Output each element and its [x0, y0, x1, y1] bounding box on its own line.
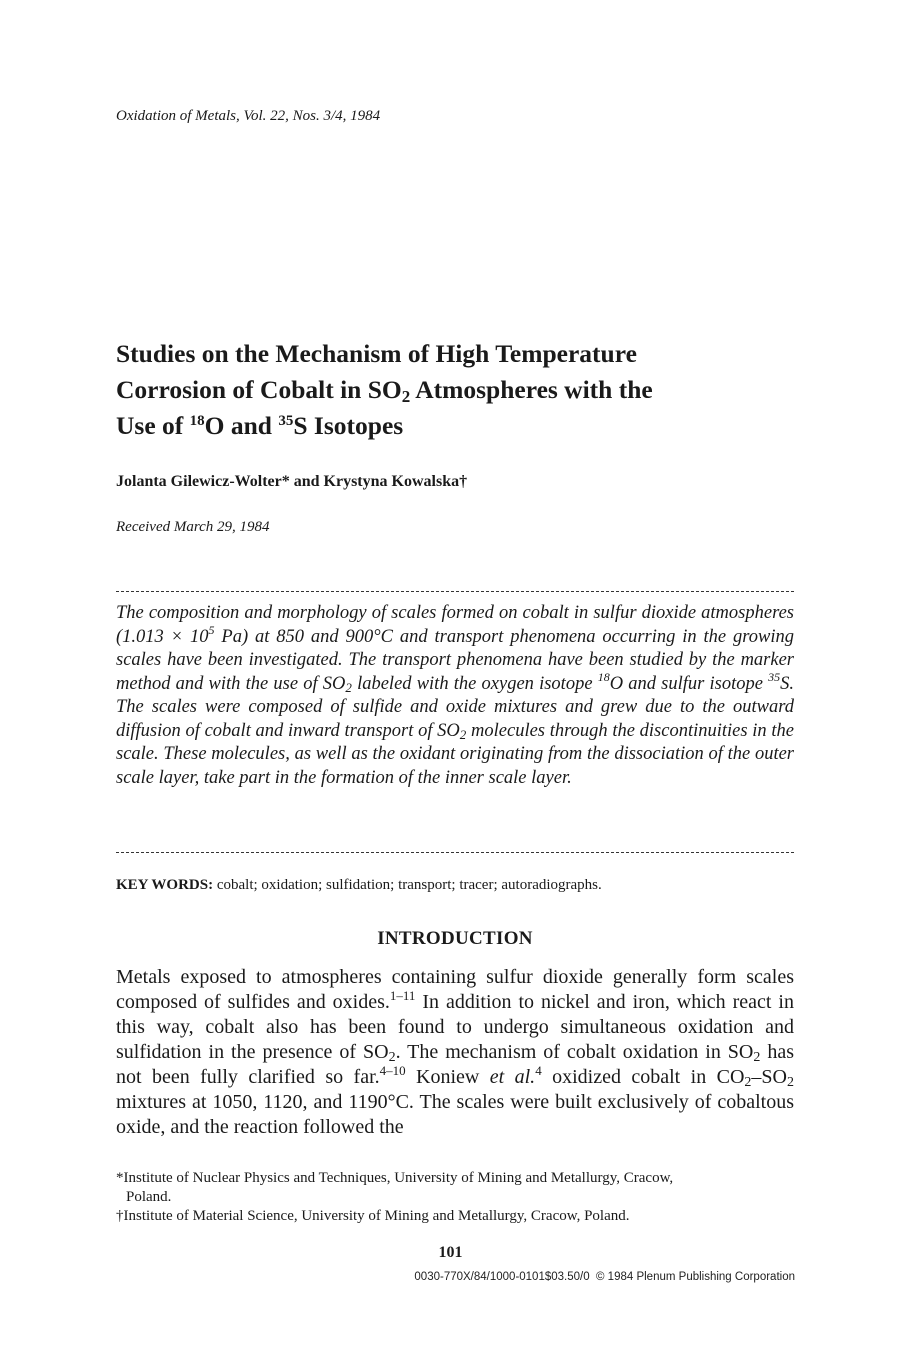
- isotope-mass: 35: [278, 413, 294, 429]
- abstract-text: labeled with the oxygen isotope: [351, 673, 598, 694]
- abstract-text: The composition and morphology of scales formed on cobalt in sulfur dioxide atmospheres (1.013 × 10: [116, 603, 794, 647]
- subscript: 2: [753, 1050, 761, 1065]
- abstract-bottom-rule: [116, 852, 794, 853]
- keywords-label: KEY WORDS:: [116, 877, 214, 893]
- et-al: et al.: [489, 1066, 536, 1088]
- body-text: mixtures at 1050, 1120, and 1190°C. The scales were built exclusively of cobaltous oxide, and the reaction followed the: [116, 1091, 794, 1138]
- subscript: 2: [345, 679, 352, 695]
- isotope-mass: 35: [768, 669, 781, 684]
- authors: Jolanta Gilewicz-Wolter* and Krystyna Kowalska†: [116, 473, 468, 490]
- page-number: 101: [438, 1244, 463, 1261]
- abstract: [116, 602, 794, 790]
- title-text: S Isotopes: [293, 411, 404, 440]
- title-subscript: 2: [401, 387, 411, 406]
- abstract-text: O and sulfur isotope: [609, 673, 769, 694]
- abstract-text: Pa) at 850 and 900°C and transport phenomena occurring in the growing scales have been investigated. The transport phenomena have been studied by the marker method and with the use of SO: [116, 626, 794, 694]
- footnotes: [116, 1169, 806, 1226]
- title-text: Atmospheres with the: [410, 375, 653, 404]
- title-text: Use of: [116, 411, 190, 440]
- article-title: [116, 336, 816, 444]
- abstract-text: molecules through the discontinuities in the scale. These molecules, as well as the oxidant originating from the dissociation of the outer scale layer, take part in the formation of the inner scale layer.: [116, 720, 794, 788]
- title-text: Corrosion of Cobalt in SO: [116, 375, 402, 404]
- exponent: 5: [208, 622, 215, 637]
- body-text: Metals exposed to atmospheres containing sulfur dioxide generally form scales composed of sulfides and oxides.: [116, 966, 794, 1013]
- body-text: . The mechanism of cobalt oxidation in SO: [395, 1041, 754, 1063]
- abstract-top-rule: [116, 591, 794, 592]
- title-line-1: Studies on the Mechanism of High Temperature: [116, 339, 637, 368]
- footnote-1-cont: Poland.: [126, 1189, 172, 1205]
- introduction-paragraph: [116, 965, 794, 1140]
- subscript: 2: [744, 1075, 752, 1090]
- journal-citation: Oxidation of Metals, Vol. 22, Nos. 3/4, 1984: [116, 108, 381, 124]
- isotope-mass: 18: [597, 669, 610, 684]
- subscript: 2: [388, 1050, 396, 1065]
- body-text: oxidized cobalt in CO: [541, 1066, 745, 1088]
- title-text: O: [204, 411, 225, 440]
- subscript: 2: [459, 726, 467, 742]
- received-date: Received March 29, 1984: [116, 519, 270, 535]
- title-line-3: [116, 408, 816, 444]
- section-heading: INTRODUCTION: [377, 928, 533, 949]
- body-text: Koniew: [405, 1066, 490, 1088]
- citation-ref: 4–10: [379, 1063, 406, 1078]
- footnote-2: †Institute of Material Science, University of Mining and Metallurgy, Cracow, Poland.: [116, 1208, 630, 1224]
- keywords-list: cobalt; oxidation; sulfidation; transport; tracer; autoradiographs.: [213, 877, 602, 893]
- copyright-line: 0030-770X/84/1000-0101$03.50/0 © 1984 Plenum Publishing Corporation: [414, 1271, 795, 1283]
- body-text: In addition to nickel and iron, which react in this way, cobalt also has been found to undergo simultaneous oxidation and sulfidation in the presence of SO: [116, 991, 794, 1063]
- title-line-2: [116, 372, 816, 408]
- citation-ref: 1–11: [389, 988, 416, 1003]
- subscript: 2: [786, 1075, 794, 1090]
- body-text: has not been fully clarified so far.: [116, 1041, 794, 1088]
- keywords: [116, 877, 602, 894]
- body-text: –SO: [751, 1066, 787, 1088]
- citation-ref: 4: [535, 1063, 542, 1078]
- footnote-1: *Institute of Nuclear Physics and Techniques, University of Mining and Metallurgy, Cracow,: [116, 1170, 674, 1186]
- abstract-text: S. The scales were composed of sulfide and oxide mixtures and grew due to the outward diffusion of cobalt and inward transport of SO: [116, 673, 795, 741]
- isotope-mass: 18: [189, 413, 205, 429]
- title-text: and: [224, 411, 279, 440]
